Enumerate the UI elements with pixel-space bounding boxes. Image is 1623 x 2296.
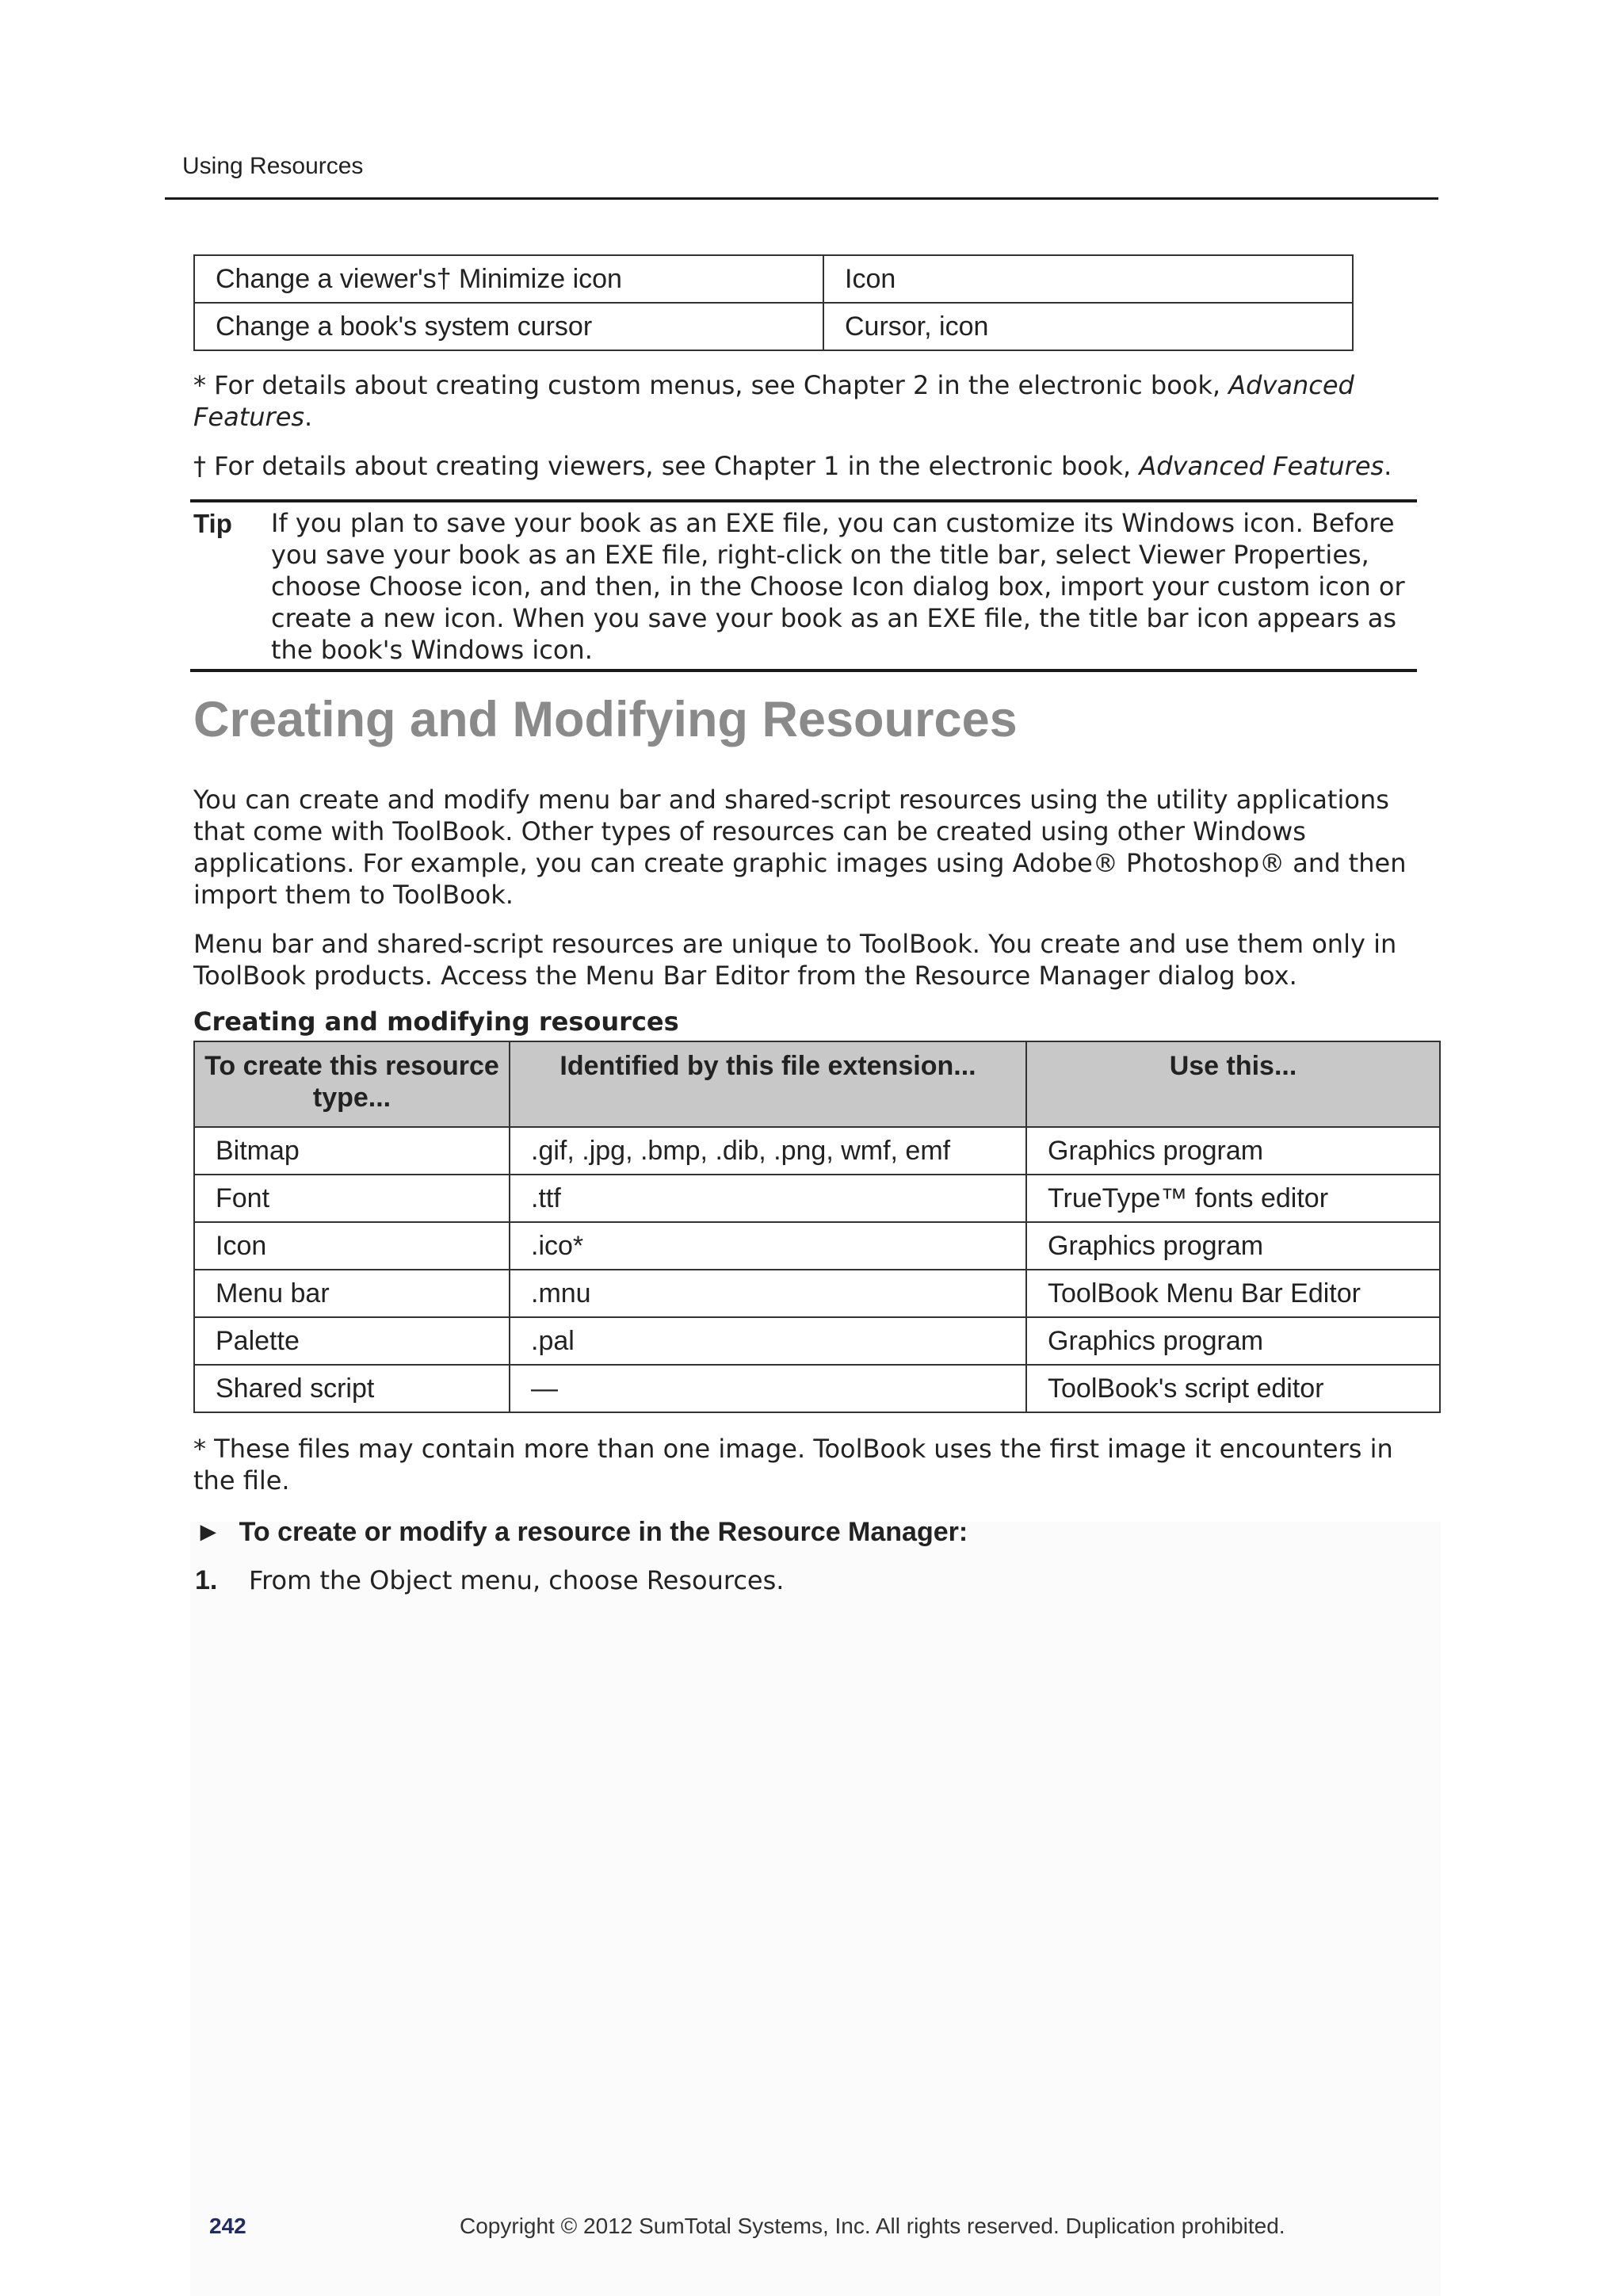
intro-paragraph: You can create and modify menu bar and shared-script resources using the utility applications that come with ToolBook. Other types of resources can be created using other Windows applications. For example, you can create graphic images using Adobe® Photoshop® and then import them to ToolBook. — [193, 785, 1407, 910]
copyright-notice: Copyright © 2012 SumTotal Systems, Inc. All rights reserved. Duplication prohibited. — [460, 2214, 1285, 2238]
table-cell: Graphics program — [1026, 1317, 1440, 1365]
column-header-use: Use this... — [1026, 1041, 1440, 1127]
table-cell: Change a book's system cursor — [194, 303, 823, 350]
column-header-resource-type: To create this resource type... — [194, 1041, 510, 1127]
table-cell: Bitmap — [194, 1127, 510, 1175]
header-rule — [165, 197, 1438, 200]
table-cell: Font — [194, 1175, 510, 1222]
resource-table — [193, 1041, 1441, 1413]
viewers-footnote-period: . — [1384, 451, 1392, 481]
step-item — [195, 1565, 784, 1596]
tip-label: Tip — [193, 509, 232, 538]
table-caption: Creating and modifying resources — [193, 1007, 679, 1037]
step-number: 1. — [195, 1565, 218, 1595]
table-cell: Change a viewer's† Minimize icon — [194, 255, 823, 303]
table-cell: .mnu — [510, 1270, 1026, 1317]
menus-footnote-book: Advanced Features — [193, 370, 1354, 432]
viewers-footnote — [193, 450, 1422, 482]
section-title: Creating and Modifying Resources — [193, 692, 1018, 747]
table-row — [194, 1127, 1440, 1175]
table-cell: Palette — [194, 1317, 510, 1365]
page-number: 242 — [209, 2214, 246, 2238]
table-cell: Icon — [194, 1222, 510, 1270]
table-cell: .gif, .jpg, .bmp, .dib, .png, wmf, emf — [510, 1127, 1026, 1175]
viewers-footnote-text: † For details about creating viewers, see Chapter 1 in the electronic book, — [193, 451, 1132, 481]
procedure-heading — [195, 1517, 968, 1548]
page-lower-area — [190, 1522, 1441, 2296]
table-cell: TrueType™ fonts editor — [1026, 1175, 1440, 1222]
table-row — [194, 1365, 1440, 1412]
table-row — [194, 303, 1353, 350]
table-cell: Shared script — [194, 1365, 510, 1412]
arrow-right-icon: ► — [195, 1517, 222, 1547]
table-cell: Cursor, icon — [823, 303, 1353, 350]
unique-resources-paragraph: Menu bar and shared-script resources are unique to ToolBook. You create and use them only in ToolBook products. Access the Menu Bar Editor from the Resource Manager dialog box. — [193, 929, 1397, 991]
table-cell: Graphics program — [1026, 1222, 1440, 1270]
table-cell: Graphics program — [1026, 1127, 1440, 1175]
column-header-extension: Identified by this file extension... — [510, 1041, 1026, 1127]
table-row — [194, 1270, 1440, 1317]
table-cell: .pal — [510, 1317, 1026, 1365]
table-row — [194, 1317, 1440, 1365]
table-row — [194, 1222, 1440, 1270]
procedure-heading-text: To create or modify a resource in the Resource Manager: — [239, 1517, 968, 1547]
continued-table — [193, 254, 1354, 351]
tip-box — [190, 499, 1417, 672]
menus-footnote-period: . — [304, 402, 313, 432]
running-head: Using Resources — [182, 153, 364, 179]
viewers-footnote-book: Advanced Features — [1139, 451, 1384, 481]
table-header-row — [194, 1041, 1440, 1127]
table-cell: ToolBook Menu Bar Editor — [1026, 1270, 1440, 1317]
table-footnote: * These files may contain more than one image. ToolBook uses the first image it encounters in the file. — [193, 1434, 1393, 1496]
menus-footnote — [193, 369, 1422, 433]
table-cell: Menu bar — [194, 1270, 510, 1317]
table-cell: .ico* — [510, 1222, 1026, 1270]
table-row — [194, 1175, 1440, 1222]
table-cell: .ttf — [510, 1175, 1026, 1222]
table-cell: — — [510, 1365, 1026, 1412]
table-cell: ToolBook's script editor — [1026, 1365, 1440, 1412]
tip-text: If you plan to save your book as an EXE file, you can customize its Windows icon. Before you save your book as an EXE file, right-click on the title bar, select Viewer Properties, choose Choose icon, and then, in the Choose Icon dialog box, import your custom icon or create a new icon. When you save your book as an EXE file, the title bar icon appears as the book's Windows icon. — [271, 508, 1405, 665]
menus-footnote-text: * For details about creating custom menus, see Chapter 2 in the electronic book, — [193, 370, 1221, 400]
step-text: From the Object menu, choose Resources. — [249, 1565, 785, 1595]
table-cell: Icon — [823, 255, 1353, 303]
table-row — [194, 255, 1353, 303]
